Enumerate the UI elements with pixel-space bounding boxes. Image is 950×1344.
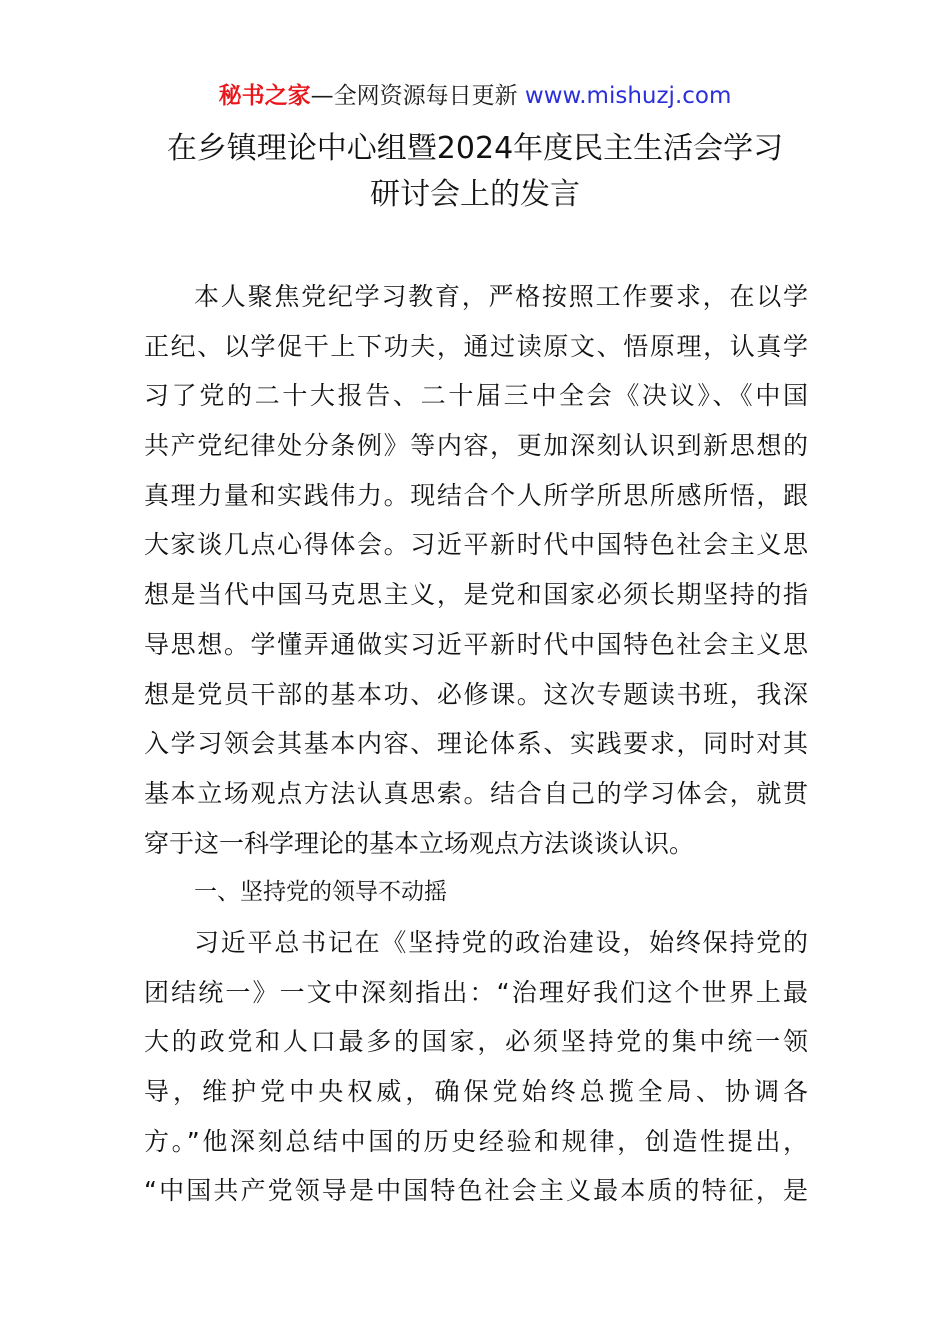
paragraph-2-line: 导，维护党中央权威，确保党始终总揽全局、协调各: [144, 1077, 808, 1106]
document-body: [144, 272, 808, 1216]
paragraph-1-line: 穿于这一科学理论的基本立场观点方法谈谈认识。: [144, 828, 695, 858]
site-tagline: —全网资源每日更新: [310, 83, 525, 109]
paragraph-2-line: 团结统一》一文中深刻指出：“治理好我们这个世界上最: [144, 977, 808, 1007]
paragraph-1-line: 本人聚焦党纪学习教育，严格按照工作要求，在以学: [194, 282, 808, 311]
paragraph-1-line: 正纪、以学促干上下功夫，通过读原文、悟原理，认真学: [144, 331, 808, 361]
paragraph-1-line: 共产党纪律处分条例》等内容，更加深刻认识到新思想的: [144, 431, 808, 461]
paragraph-1-line: 导思想。学懂弄通做实习近平新时代中国特色社会主义思: [144, 629, 808, 659]
paragraph-1-line: 大家谈几点心得体会。习近平新时代中国特色社会主义思: [144, 530, 808, 560]
paragraph-2-line: 方。”他深刻总结中国的历史经验和规律，创造性提出，: [144, 1126, 808, 1156]
site-url-link[interactable]: www.mishuzj.com: [524, 83, 732, 109]
paragraph-2-line: “中国共产党领导是中国特色社会主义最本质的特征，是: [144, 1176, 808, 1206]
paragraph-2-line: 习近平总书记在《坚持党的政治建设，始终保持党的: [194, 927, 808, 957]
paragraph-1-line: 入学习领会其基本内容、理论体系、实践要求，同时对其: [144, 729, 808, 759]
paragraph-1-line: 基本立场观点方法认真思索。结合自己的学习体会，就贯: [144, 778, 808, 808]
site-brand: 秘书之家: [218, 83, 311, 109]
title-line-1: 在乡镇理论中心组暨2024年度民主生活会学习: [166, 131, 784, 166]
paragraph-1-line: 真理力量和实践伟力。现结合个人所学所思所感所悟，跟: [144, 480, 808, 510]
section-heading-1: 一、坚持党的领导不动摇: [194, 879, 447, 906]
title-line-2: 研讨会上的发言: [370, 177, 580, 212]
paragraph-1-line: 习了党的二十大报告、二十届三中全会《决议》、《中国: [144, 381, 808, 411]
paragraph-2-line: 大的政党和人口最多的国家，必须坚持党的集中统一领: [144, 1027, 808, 1057]
document-title: [0, 126, 950, 218]
paragraph-1-line: 想是党员干部的基本功、必修课。这次专题读书班，我深: [144, 679, 808, 709]
paragraph-1-line: 想是当代中国马克思主义，是党和国家必须长期坚持的指: [144, 580, 808, 610]
site-header: [0, 80, 950, 112]
